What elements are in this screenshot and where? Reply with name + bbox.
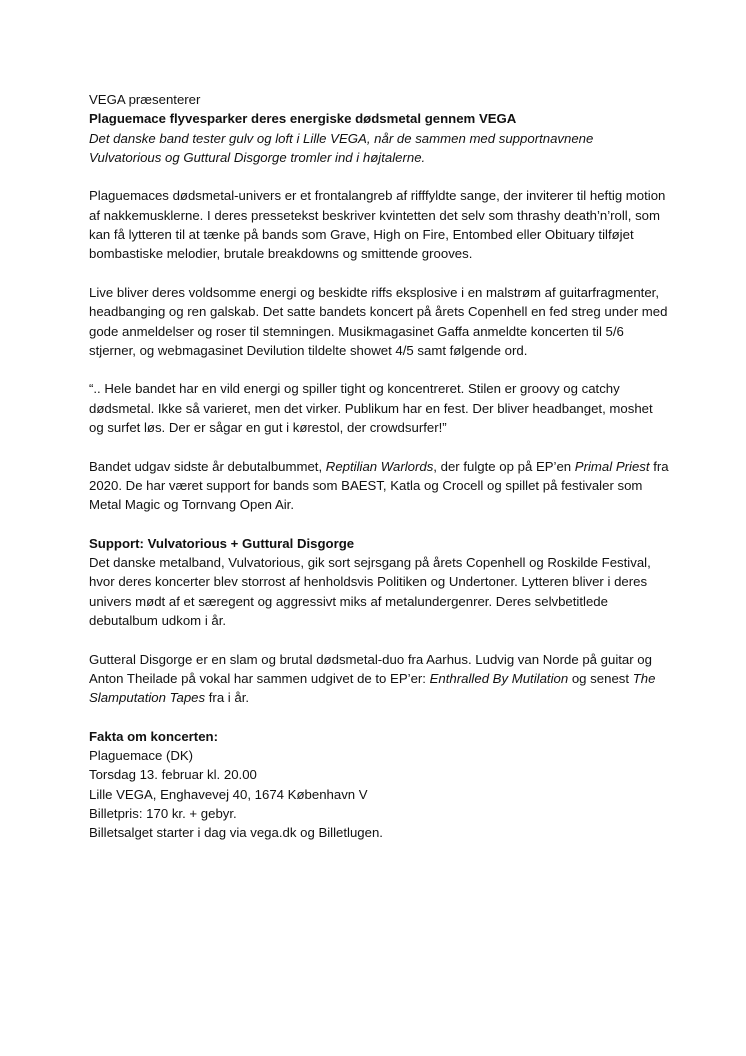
ep-title: The Slamputation Tapes	[89, 670, 656, 706]
paragraph-discography	[89, 457, 669, 515]
press-release	[89, 90, 669, 843]
text-span: Bandet udgav sidste år debutalbummet,	[89, 458, 326, 474]
text-span: fra 2020. De har været support for bands som BAEST, Katla og Crocell og spillet på festivaler som Metal Magic og Tornvang Open Air.	[89, 458, 669, 513]
spacer	[89, 630, 669, 649]
spacer	[89, 515, 669, 534]
spacer	[89, 360, 669, 379]
paragraph-vulvatorious: Det danske metalband, Vulvatorious, gik sort sejrsgang på årets Copenhell og Roskilde Festival, hvor deres koncerter blev storrost af henholdsvis Politiken og Undertoner. Lytteren bliver i deres univers mødt af et særegent og aggressivt miks af metalundergenrer. Deres selvbetitlede debutalbum udkom i år.	[89, 555, 651, 629]
ep-title: Enthralled By Mutilation	[429, 670, 569, 686]
review-quote: “.. Hele bandet har en vild energi og spiller tight og koncentreret. Stilen er groovy og catchy dødsmetal. Ikke så varieret, men det virker. Publikum har en fest. Der bliver headbanget, moshet og surfet løs. Der er sågar en gut i kørestol, der crowdsurfer!”	[89, 381, 653, 436]
support-heading: Support: Vulvatorious + Guttural Disgorge	[89, 535, 355, 551]
spacer	[89, 167, 669, 186]
fact-line: Torsdag 13. februar kl. 20.00	[89, 767, 257, 783]
text-span: , der fulgte op på EP’en	[433, 458, 575, 474]
spacer	[89, 437, 669, 456]
fact-line: Billetsalget starter i dag via vega.dk og Billetlugen.	[89, 825, 383, 841]
fact-line: Plaguemace (DK)	[89, 748, 194, 764]
text-span: og senest	[568, 670, 633, 686]
spacer	[89, 264, 669, 283]
paragraph-live: Live bliver deres voldsomme energi og beskidte riffs eksplosive i en malstrøm af guitarfragmenter, headbanging og ren galskab. Det satte bandets koncert på årets Copenhell en fed streg under med gode anmeldelser og roser til stemningen. Musikmagasinet Gaffa anmeldte koncerten til 5/6 stjerner, og webmagasinet Devilution tildelte showet 4/5 samt følgende ord.	[89, 284, 668, 358]
fact-line: Billetpris: 170 kr. + gebyr.	[89, 805, 237, 821]
text-span: fra i år.	[205, 690, 250, 706]
facts-heading: Fakta om koncerten:	[89, 728, 218, 744]
paragraph-guttural-disgorge	[89, 650, 669, 708]
ep-title: Primal Priest	[574, 458, 650, 474]
paragraph-intro: Plaguemaces dødsmetal-univers er et frontalangreb af rifffyldte sange, der inviterer til heftig motion af nakkemusklerne. I deres pressetekst beskriver kvintetten det selv som thrashy death’n’roll, som kan få lytteren til at tænke på bands som Grave, High on Fire, Entombed eller Obituary tilføjet bombastiske melodier, brutale breakdowns og smittende grooves.	[89, 188, 666, 262]
fact-line: Lille VEGA, Enghavevej 40, 1674 København V	[89, 786, 368, 802]
album-title: Reptilian Warlords	[325, 458, 434, 474]
text-span: Gutteral Disgorge er en slam og brutal dødsmetal-duo fra Aarhus. Ludvig van Norde på guitar og Anton Theilade på vokal har sammen udgivet de to EP’er:	[89, 651, 652, 686]
presenter-line: VEGA præsenterer	[89, 92, 201, 107]
spacer	[89, 708, 669, 727]
headline: Plaguemace flyvesparker deres energiske dødsmetal gennem VEGA	[89, 111, 517, 127]
subheadline: Det danske band tester gulv og loft i Lille VEGA, når de sammen med supportnavnene Vulvatorious og Guttural Disgorge tromler ind i højtalerne.	[89, 130, 594, 165]
